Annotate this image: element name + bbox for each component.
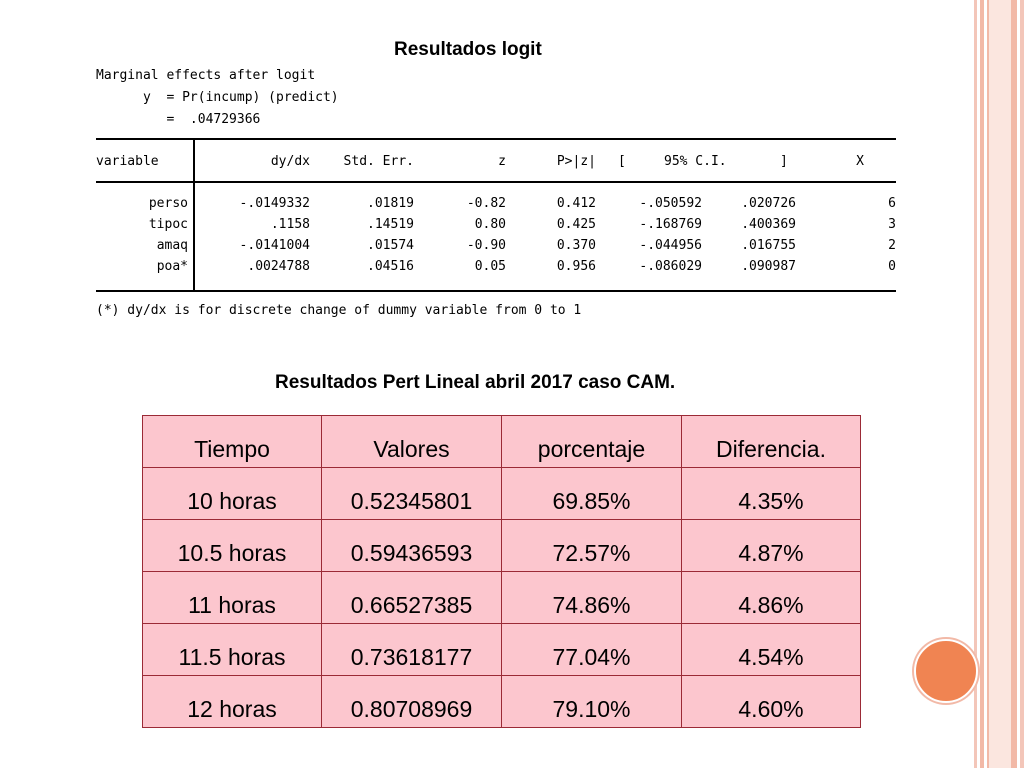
cell-ci-high: .400369 xyxy=(741,217,796,232)
col-header-ci: 95% C.I. xyxy=(664,154,727,169)
col-header-z: z xyxy=(498,154,506,169)
cell-std-err: .01574 xyxy=(367,238,414,253)
cell-x: 6 xyxy=(888,196,896,211)
cell-diferencia: 4.54% xyxy=(682,624,861,676)
col-header-se: Std. Err. xyxy=(343,154,414,169)
cell-variable: tipoc xyxy=(148,217,188,232)
cell-p-value: 0.370 xyxy=(556,238,596,253)
cell-porcentaje: 69.85% xyxy=(502,468,682,520)
cell-x: 3 xyxy=(888,217,896,232)
cell-z: 0.80 xyxy=(474,217,506,232)
decorative-stripe xyxy=(1013,0,1017,768)
cell-dydx: .1158 xyxy=(270,217,310,232)
cell-tiempo: 10 horas xyxy=(143,468,322,520)
col-header-valores: Valores xyxy=(322,416,502,468)
col-header-p: P>|z| xyxy=(556,154,596,169)
cell-porcentaje: 74.86% xyxy=(502,572,682,624)
stata-output xyxy=(96,68,896,328)
col-header-ci-close: ] xyxy=(780,154,788,169)
cell-ci-low: -.050592 xyxy=(639,196,702,211)
stata-header-line: = .04729366 xyxy=(96,112,261,127)
decorative-stripe xyxy=(987,0,1013,768)
col-header-dydx: dy/dx xyxy=(270,154,310,169)
col-header-x: X xyxy=(856,154,864,169)
stata-header-line: Marginal effects after logit xyxy=(96,68,316,83)
col-header-variable: variable xyxy=(96,154,159,169)
cell-x: 2 xyxy=(888,238,896,253)
logit-title: Resultados logit xyxy=(394,39,542,60)
cell-ci-low: -.086029 xyxy=(639,259,702,274)
cell-std-err: .14519 xyxy=(367,217,414,232)
cell-p-value: 0.425 xyxy=(556,217,596,232)
stata-header-line: y = Pr(incump) (predict) xyxy=(96,90,339,105)
cell-porcentaje: 79.10% xyxy=(502,676,682,728)
cell-diferencia: 4.60% xyxy=(682,676,861,728)
cell-std-err: .01819 xyxy=(367,196,414,211)
cell-diferencia: 4.86% xyxy=(682,572,861,624)
cell-dydx: -.0141004 xyxy=(239,238,310,253)
cell-valores: 0.80708969 xyxy=(322,676,502,728)
pert-title: Resultados Pert Lineal abril 2017 caso CAM. xyxy=(275,372,676,393)
rule xyxy=(96,181,896,183)
column-divider xyxy=(193,138,195,291)
cell-dydx: -.0149332 xyxy=(239,196,310,211)
cell-p-value: 0.412 xyxy=(556,196,596,211)
decorative-circle xyxy=(914,639,978,703)
stata-footnote: (*) dy/dx is for discrete change of dummy variable from 0 to 1 xyxy=(96,303,582,318)
cell-variable: perso xyxy=(148,196,188,211)
cell-variable: poa* xyxy=(156,259,188,274)
cell-ci-low: -.044956 xyxy=(639,238,702,253)
col-header-diferencia: Diferencia. xyxy=(682,416,861,468)
cell-dydx: .0024788 xyxy=(247,259,310,274)
cell-valores: 0.59436593 xyxy=(322,520,502,572)
cell-std-err: .04516 xyxy=(367,259,414,274)
cell-p-value: 0.956 xyxy=(556,259,596,274)
cell-tiempo: 11.5 horas xyxy=(143,624,322,676)
table-row xyxy=(143,468,861,520)
table-row xyxy=(143,572,861,624)
cell-diferencia: 4.35% xyxy=(682,468,861,520)
decorative-stripe xyxy=(980,0,984,768)
rule xyxy=(96,290,896,292)
cell-z: 0.05 xyxy=(474,259,506,274)
pert-results-table xyxy=(142,415,861,728)
col-header-porcentaje: porcentaje xyxy=(502,416,682,468)
cell-ci-low: -.168769 xyxy=(639,217,702,232)
table-row xyxy=(143,676,861,728)
cell-z: -0.82 xyxy=(466,196,506,211)
cell-variable: amaq xyxy=(156,238,188,253)
rule xyxy=(96,138,896,140)
decorative-stripe xyxy=(1020,0,1024,768)
cell-ci-high: .016755 xyxy=(741,238,796,253)
col-header-ci-open: [ xyxy=(618,154,626,169)
table-row xyxy=(143,520,861,572)
table-row xyxy=(143,624,861,676)
cell-ci-high: .020726 xyxy=(741,196,796,211)
cell-tiempo: 11 horas xyxy=(143,572,322,624)
cell-z: -0.90 xyxy=(466,238,506,253)
cell-valores: 0.73618177 xyxy=(322,624,502,676)
decorative-stripe xyxy=(974,0,977,768)
cell-valores: 0.52345801 xyxy=(322,468,502,520)
cell-diferencia: 4.87% xyxy=(682,520,861,572)
cell-valores: 0.66527385 xyxy=(322,572,502,624)
cell-tiempo: 12 horas xyxy=(143,676,322,728)
cell-tiempo: 10.5 horas xyxy=(143,520,322,572)
cell-ci-high: .090987 xyxy=(741,259,796,274)
cell-porcentaje: 77.04% xyxy=(502,624,682,676)
cell-porcentaje: 72.57% xyxy=(502,520,682,572)
table-header-row xyxy=(143,416,861,468)
col-header-tiempo: Tiempo xyxy=(143,416,322,468)
cell-x: 0 xyxy=(888,259,896,274)
